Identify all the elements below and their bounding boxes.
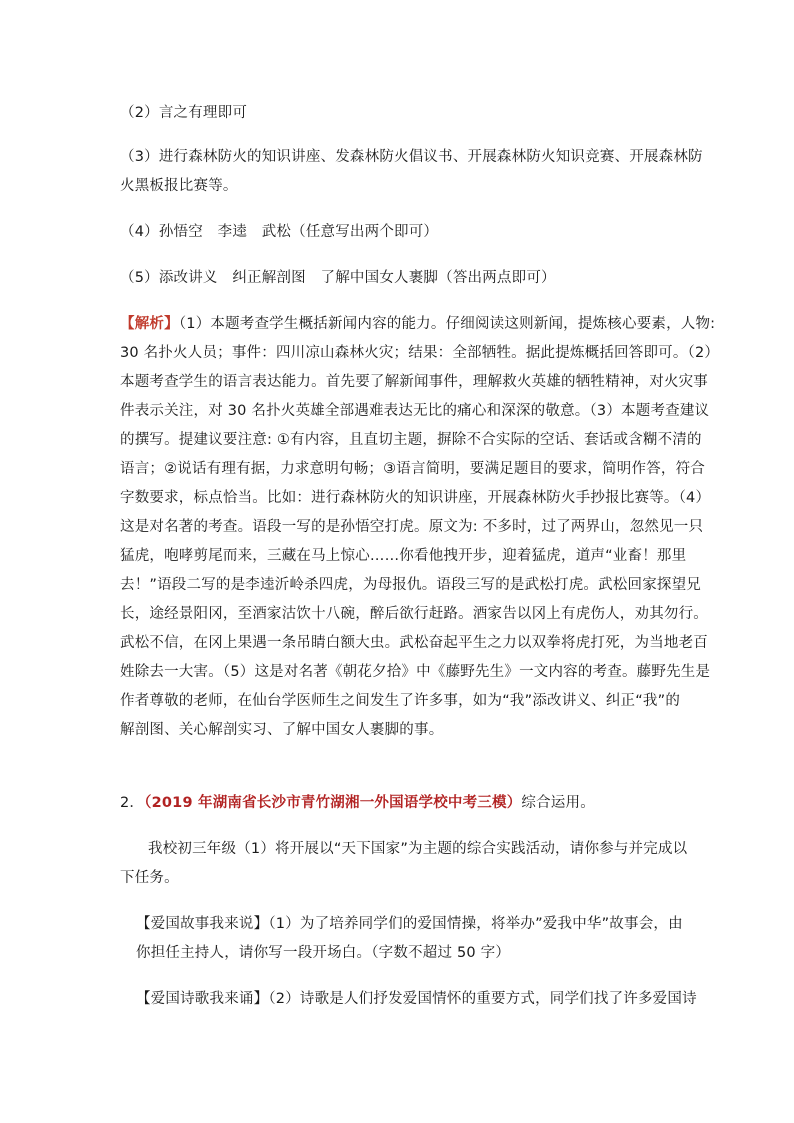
analysis-line-11: 长，途经景阳冈，至酒家沽饮十八碗，醉后欲行赶路。酒家告以冈上有虎伤人，劝其勿行。 bbox=[120, 606, 708, 622]
analysis-line-7: 字数要求，标点恰当。比如：进行森林防火的知识讲座，开展森林防火手抄报比赛等。（4） bbox=[120, 490, 711, 506]
analysis-line-8: 这是对名著的考查。语段一写的是孙悟空打虎。原文为: 不多时，过了两界山，忽然见一只 bbox=[120, 519, 704, 535]
answer-2: （2）言之有理即可 bbox=[120, 105, 248, 121]
question-2-intro-line-1: 我校初三年级（1）将开展以“天下国家”为主题的综合实践活动，请你参与并完成以 bbox=[148, 841, 688, 857]
task-2-text: （2）诗歌是人们抒发爱国情怀的重要方式，同学们找了许多爱国诗 bbox=[268, 991, 697, 1007]
task-1-line-2: 你担任主持人，请你写一段开场白。（字数不超过 50 字） bbox=[136, 945, 511, 961]
analysis-line-1 bbox=[120, 314, 715, 334]
analysis-line-12: 武松不信，在冈上果遇一条吊睛白额大虫。武松奋起平生之力以双拳将虎打死，为当地老百 bbox=[120, 635, 708, 651]
analysis-line-5: 的撰写。提建议要注意: ①有内容，且直切主题，摒除不合实际的空话、套话或含糊不清的 bbox=[120, 432, 702, 448]
task-2-line-1 bbox=[136, 989, 697, 1009]
analysis-line-10: 去！”语段二写的是李逵沂岭杀四虎，为母报仇。语段三写的是武松打虎。武松回家探望兄 bbox=[120, 577, 702, 593]
answer-3-line-1: （3）进行森林防火的知识讲座、发森林防火倡议书、开展森林防火知识竞赛、开展森林防 bbox=[120, 149, 703, 165]
task-1-tag: 【爱国故事我来说】 bbox=[136, 916, 269, 932]
analysis-line-4: 件表示关注，对 30 名扑火英雄全部遇难表达无比的痛心和深深的敬意。（3）本题考查建议 bbox=[120, 403, 710, 419]
analysis-line-15: 解剖图、关心解剖实习、了解中国女人裹脚的事。 bbox=[120, 722, 444, 738]
answer-3-line-2: 火黑板报比赛等。 bbox=[120, 178, 238, 194]
task-1-line-1 bbox=[136, 914, 683, 934]
analysis-line-3: 本题考查学生的语言表达能力。首先要了解新闻事件，理解救火英雄的牺牲精神，对火灾事 bbox=[120, 374, 708, 390]
question-type: 综合运用。 bbox=[521, 795, 595, 811]
question-2-intro-line-2: 下任务。 bbox=[120, 870, 179, 886]
task-1-text: （1）为了培养同学们的爱国情操，将举办”爱我中华”故事会，由 bbox=[268, 916, 683, 932]
analysis-line-14: 作者尊敬的老师，在仙台学医师生之间发生了许多事，如为“我”添改讲义、纠正“我”的 bbox=[120, 693, 681, 709]
answer-5: （5）添改讲义 纠正解剖图 了解中国女人裹脚（答出两点即可） bbox=[120, 270, 556, 286]
question-number: 2． bbox=[120, 795, 145, 811]
analysis-line-13: 姓除去一大害。（5）这是对名著《朝花夕拾》中《藤野先生》一文内容的考查。藤野先生是 bbox=[120, 664, 711, 680]
analysis-text-1: （1）本题考查学生概括新闻内容的能力。仔细阅读这则新闻，提炼核心要素，人物: bbox=[178, 316, 716, 332]
analysis-line-6: 语言；②说话有理有据，力求意明句畅；③语言简明，要满足题目的要求，简明作答，符合 bbox=[120, 461, 705, 477]
question-source: （2019 年湖南省长沙市青竹湖湘一外国语学校中考三模） bbox=[144, 795, 522, 811]
question-2-heading bbox=[120, 793, 595, 813]
analysis-line-2: 30 名扑火人员；事件：四川凉山森林火灾；结果：全部牺牲。据此提炼概括回答即可。（2） bbox=[120, 345, 720, 361]
analysis-line-9: 猛虎，咆哮剪尾而来，三藏在马上惊心……你看他拽开步，迎着猛虎，道声“业畜！那里 bbox=[120, 548, 687, 564]
answer-4: （4）孙悟空 李逵 武松（任意写出两个即可） bbox=[120, 224, 439, 240]
analysis-tag: 【解析】 bbox=[120, 316, 179, 332]
task-2-tag: 【爱国诗歌我来诵】 bbox=[136, 991, 269, 1007]
